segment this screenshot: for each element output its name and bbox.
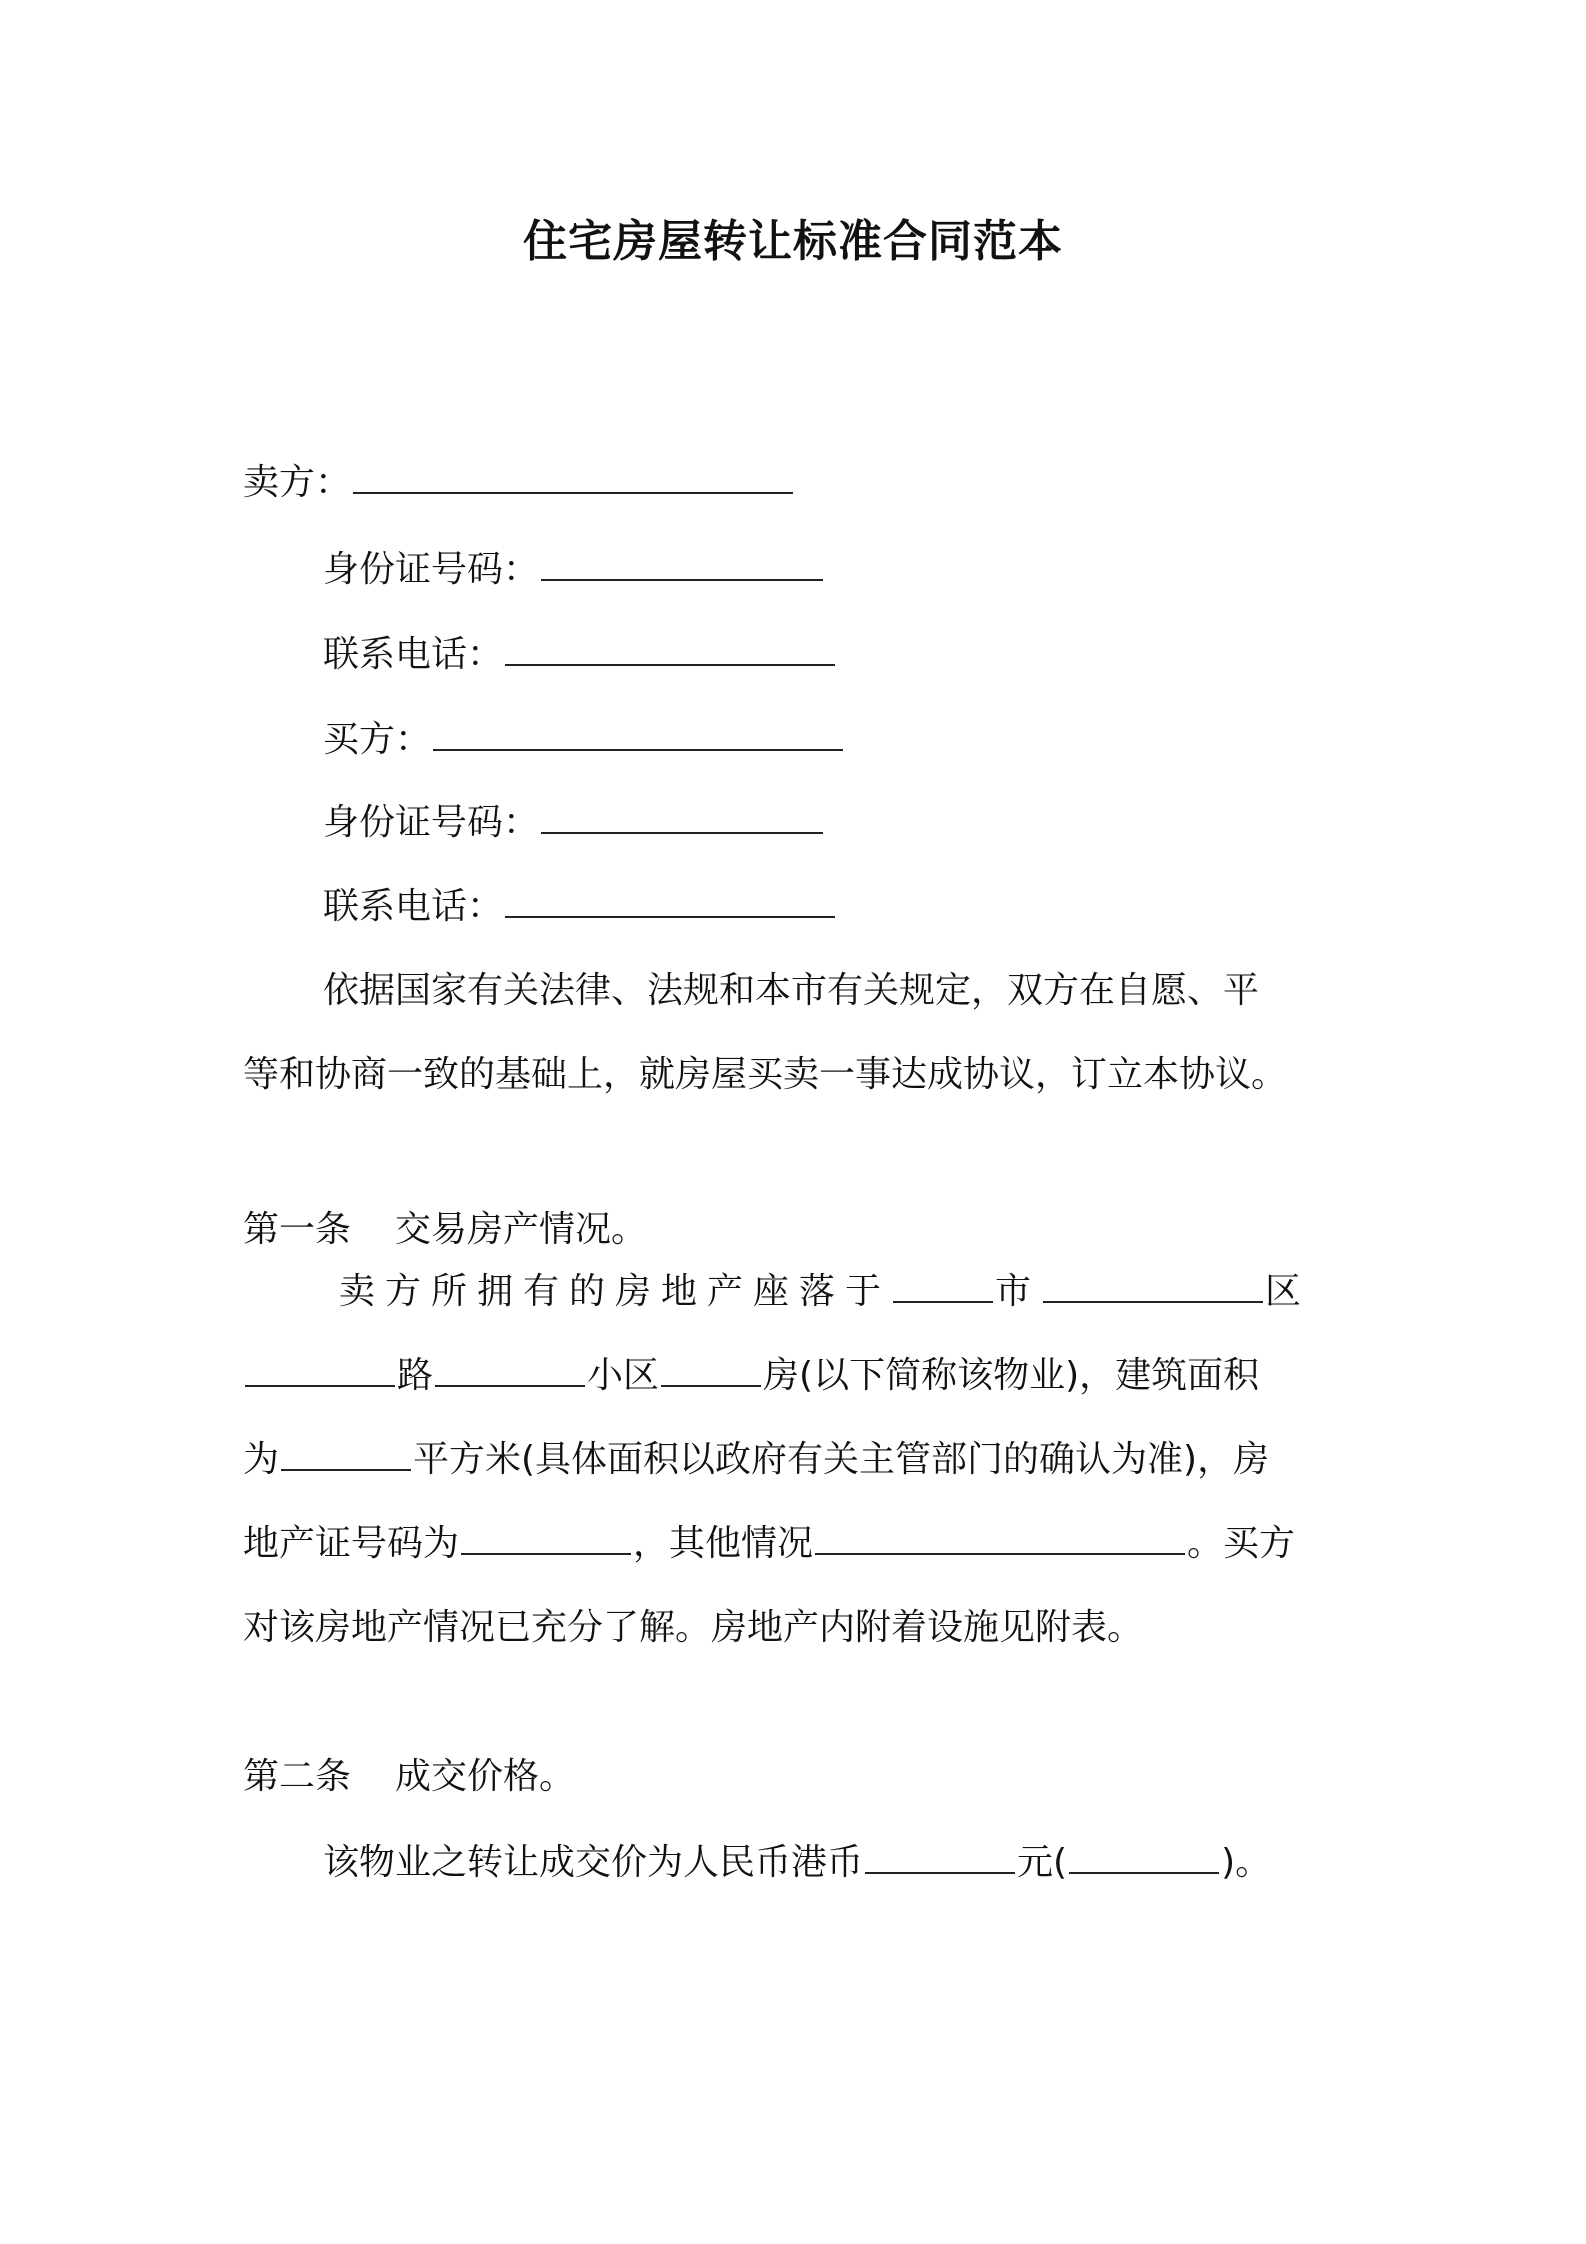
- other-info-blank[interactable]: [815, 1519, 1185, 1555]
- buyer-phone-label: 联系电话：: [323, 886, 504, 927]
- price-words-blank[interactable]: [1069, 1838, 1219, 1874]
- seller-line: [243, 458, 795, 508]
- buyer-phone-line: [323, 882, 837, 932]
- document-title: 住宅房屋转让标准合同范本: [523, 216, 1063, 267]
- road-blank[interactable]: [245, 1351, 395, 1387]
- buyer-id-line: [323, 798, 825, 848]
- price-blank[interactable]: [865, 1838, 1015, 1874]
- article-1-row-5: 对该房地产情况已充分了解。房地产内附着设施见附表。: [243, 1607, 1144, 1648]
- article-1-row-2: 路 小区 房(以下简称该物业)，建筑面积: [243, 1334, 1353, 1418]
- article-1-row-3: 为 平方米(具体面积以政府有关主管部门的确认为准)，房: [243, 1418, 1353, 1502]
- buyer-name-blank[interactable]: [433, 715, 843, 751]
- buyer-id-label: 身份证号码：: [323, 802, 540, 843]
- room-blank[interactable]: [661, 1351, 761, 1387]
- article-1-row-4: 地产证号码为 ，其他情况 。买方: [243, 1502, 1353, 1586]
- seller-name-blank[interactable]: [353, 458, 793, 494]
- preamble-line-2: 等和协商一致的基础上，就房屋买卖一事达成协议，订立本协议。: [243, 1054, 1288, 1095]
- article-1-heading: [243, 1205, 647, 1255]
- district-blank[interactable]: [1043, 1267, 1263, 1303]
- community-blank[interactable]: [435, 1351, 585, 1387]
- article-1-title: 交易房产情况。: [395, 1209, 648, 1250]
- buyer-label: 买方：: [323, 719, 432, 760]
- article-1-number: 第一条: [243, 1209, 352, 1250]
- article-2-number: 第二条: [243, 1756, 352, 1797]
- seller-phone-label: 联系电话：: [323, 634, 504, 675]
- buyer-line: [323, 715, 845, 765]
- preamble-line-1: 依据国家有关法律、法规和本市有关规定，双方在自愿、平: [323, 970, 1260, 1011]
- buyer-id-blank[interactable]: [541, 798, 823, 834]
- seller-id-label: 身份证号码：: [323, 549, 540, 590]
- seller-id-blank[interactable]: [541, 545, 823, 581]
- seller-id-line: [323, 545, 825, 595]
- seller-label: 卖方：: [243, 462, 352, 503]
- area-blank[interactable]: [281, 1435, 411, 1471]
- seller-phone-blank[interactable]: [505, 630, 835, 666]
- article-1-row-1: 卖方所拥有的房地产座落于 市 区: [243, 1250, 1353, 1334]
- city-blank[interactable]: [893, 1267, 993, 1303]
- article-2-body: 该物业之转让成交价为人民币港币 元( )。: [323, 1838, 1271, 1888]
- article-1-body: [243, 1250, 1353, 1670]
- article-2-title: 成交价格。: [395, 1756, 576, 1797]
- article-2-heading: [243, 1752, 575, 1802]
- certificate-blank[interactable]: [461, 1519, 631, 1555]
- seller-phone-line: [323, 630, 837, 680]
- buyer-phone-blank[interactable]: [505, 882, 835, 918]
